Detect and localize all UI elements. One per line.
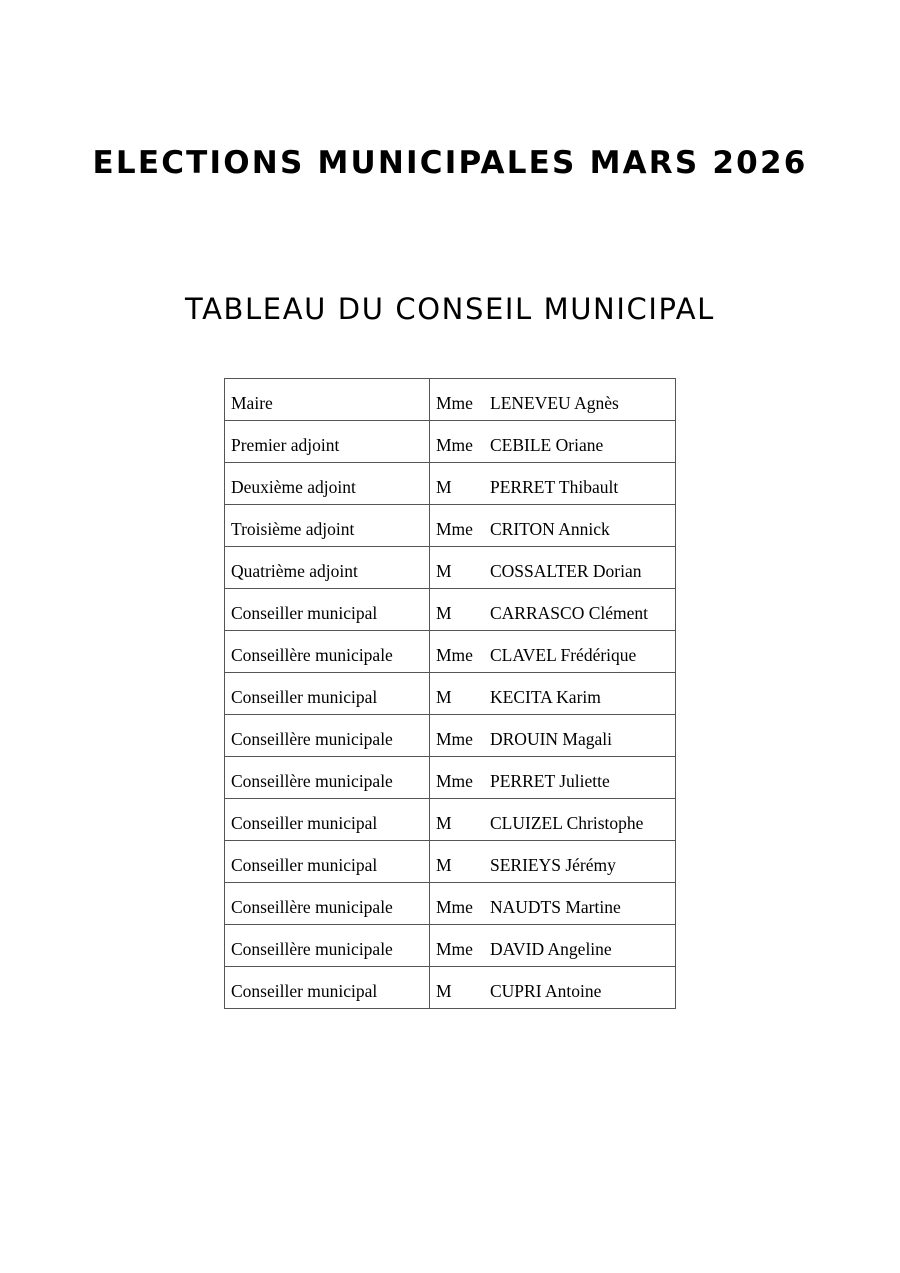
civility-label: Mme (436, 771, 473, 791)
person-cell (430, 463, 676, 505)
person-cell (430, 505, 676, 547)
role-label: Maire (231, 393, 273, 413)
member-name: NAUDTS Martine (490, 897, 621, 917)
person-cell (430, 841, 676, 883)
person-cell (430, 967, 676, 1009)
person-cell (430, 379, 676, 421)
member-name: LENEVEU Agnès (490, 393, 619, 413)
role-label: Conseillère municipale (231, 939, 393, 959)
role-label: Conseillère municipale (231, 771, 393, 791)
role-cell (225, 379, 430, 421)
person-cell (430, 799, 676, 841)
member-name: CLUIZEL Christophe (490, 813, 644, 833)
table-row (225, 631, 676, 673)
role-label: Conseiller municipal (231, 813, 378, 833)
civility-label: Mme (436, 939, 473, 959)
table-row (225, 967, 676, 1009)
person-cell (430, 925, 676, 967)
role-cell (225, 421, 430, 463)
person-cell (430, 547, 676, 589)
member-name: SERIEYS Jérémy (490, 855, 616, 875)
person-cell (430, 715, 676, 757)
document-title: ELECTIONS MUNICIPALES MARS 2026 (92, 145, 808, 181)
table-row (225, 547, 676, 589)
role-cell (225, 547, 430, 589)
member-name: CLAVEL Frédérique (490, 645, 637, 665)
person-cell (430, 421, 676, 463)
person-cell (430, 757, 676, 799)
council-table-body (225, 379, 676, 1009)
member-name: COSSALTER Dorian (490, 561, 642, 581)
table-row (225, 505, 676, 547)
council-table (224, 378, 676, 1009)
role-label: Deuxième adjoint (231, 477, 356, 497)
person-cell (430, 631, 676, 673)
role-cell (225, 883, 430, 925)
role-label: Conseillère municipale (231, 897, 393, 917)
role-cell (225, 757, 430, 799)
table-row (225, 421, 676, 463)
table-row (225, 463, 676, 505)
civility-label: M (436, 477, 452, 497)
role-label: Conseiller municipal (231, 687, 378, 707)
civility-label: Mme (436, 519, 473, 539)
document-subtitle: TABLEAU DU CONSEIL MUNICIPAL (185, 292, 715, 326)
role-label: Conseiller municipal (231, 981, 378, 1001)
role-label: Quatrième adjoint (231, 561, 358, 581)
role-cell (225, 967, 430, 1009)
role-label: Conseillère municipale (231, 645, 393, 665)
civility-label: M (436, 981, 452, 1001)
civility-label: Mme (436, 897, 473, 917)
role-cell (225, 631, 430, 673)
civility-label: M (436, 813, 452, 833)
member-name: PERRET Thibault (490, 477, 619, 497)
civility-label: M (436, 561, 452, 581)
member-name: CUPRI Antoine (490, 981, 602, 1001)
role-cell (225, 505, 430, 547)
role-label: Conseiller municipal (231, 603, 378, 623)
role-label: Conseiller municipal (231, 855, 378, 875)
civility-label: Mme (436, 393, 473, 413)
role-cell (225, 799, 430, 841)
role-label: Premier adjoint (231, 435, 340, 455)
role-label: Conseillère municipale (231, 729, 393, 749)
role-cell (225, 841, 430, 883)
person-cell (430, 673, 676, 715)
member-name: KECITA Karim (490, 687, 601, 707)
table-row (225, 799, 676, 841)
civility-label: Mme (436, 645, 473, 665)
member-name: DROUIN Magali (490, 729, 612, 749)
civility-label: M (436, 687, 452, 707)
member-name: CEBILE Oriane (490, 435, 604, 455)
member-name: CRITON Annick (490, 519, 610, 539)
table-row (225, 925, 676, 967)
table-row (225, 589, 676, 631)
table-row (225, 841, 676, 883)
civility-label: M (436, 603, 452, 623)
member-name: DAVID Angeline (490, 939, 612, 959)
role-cell (225, 715, 430, 757)
role-cell (225, 925, 430, 967)
person-cell (430, 589, 676, 631)
role-label: Troisième adjoint (231, 519, 355, 539)
civility-label: Mme (436, 435, 473, 455)
table-row (225, 673, 676, 715)
civility-label: M (436, 855, 452, 875)
table-row (225, 715, 676, 757)
table-row (225, 379, 676, 421)
civility-label: Mme (436, 729, 473, 749)
role-cell (225, 589, 430, 631)
role-cell (225, 673, 430, 715)
member-name: CARRASCO Clément (490, 603, 649, 623)
member-name: PERRET Juliette (490, 771, 610, 791)
table-row (225, 757, 676, 799)
table-row (225, 883, 676, 925)
role-cell (225, 463, 430, 505)
person-cell (430, 883, 676, 925)
